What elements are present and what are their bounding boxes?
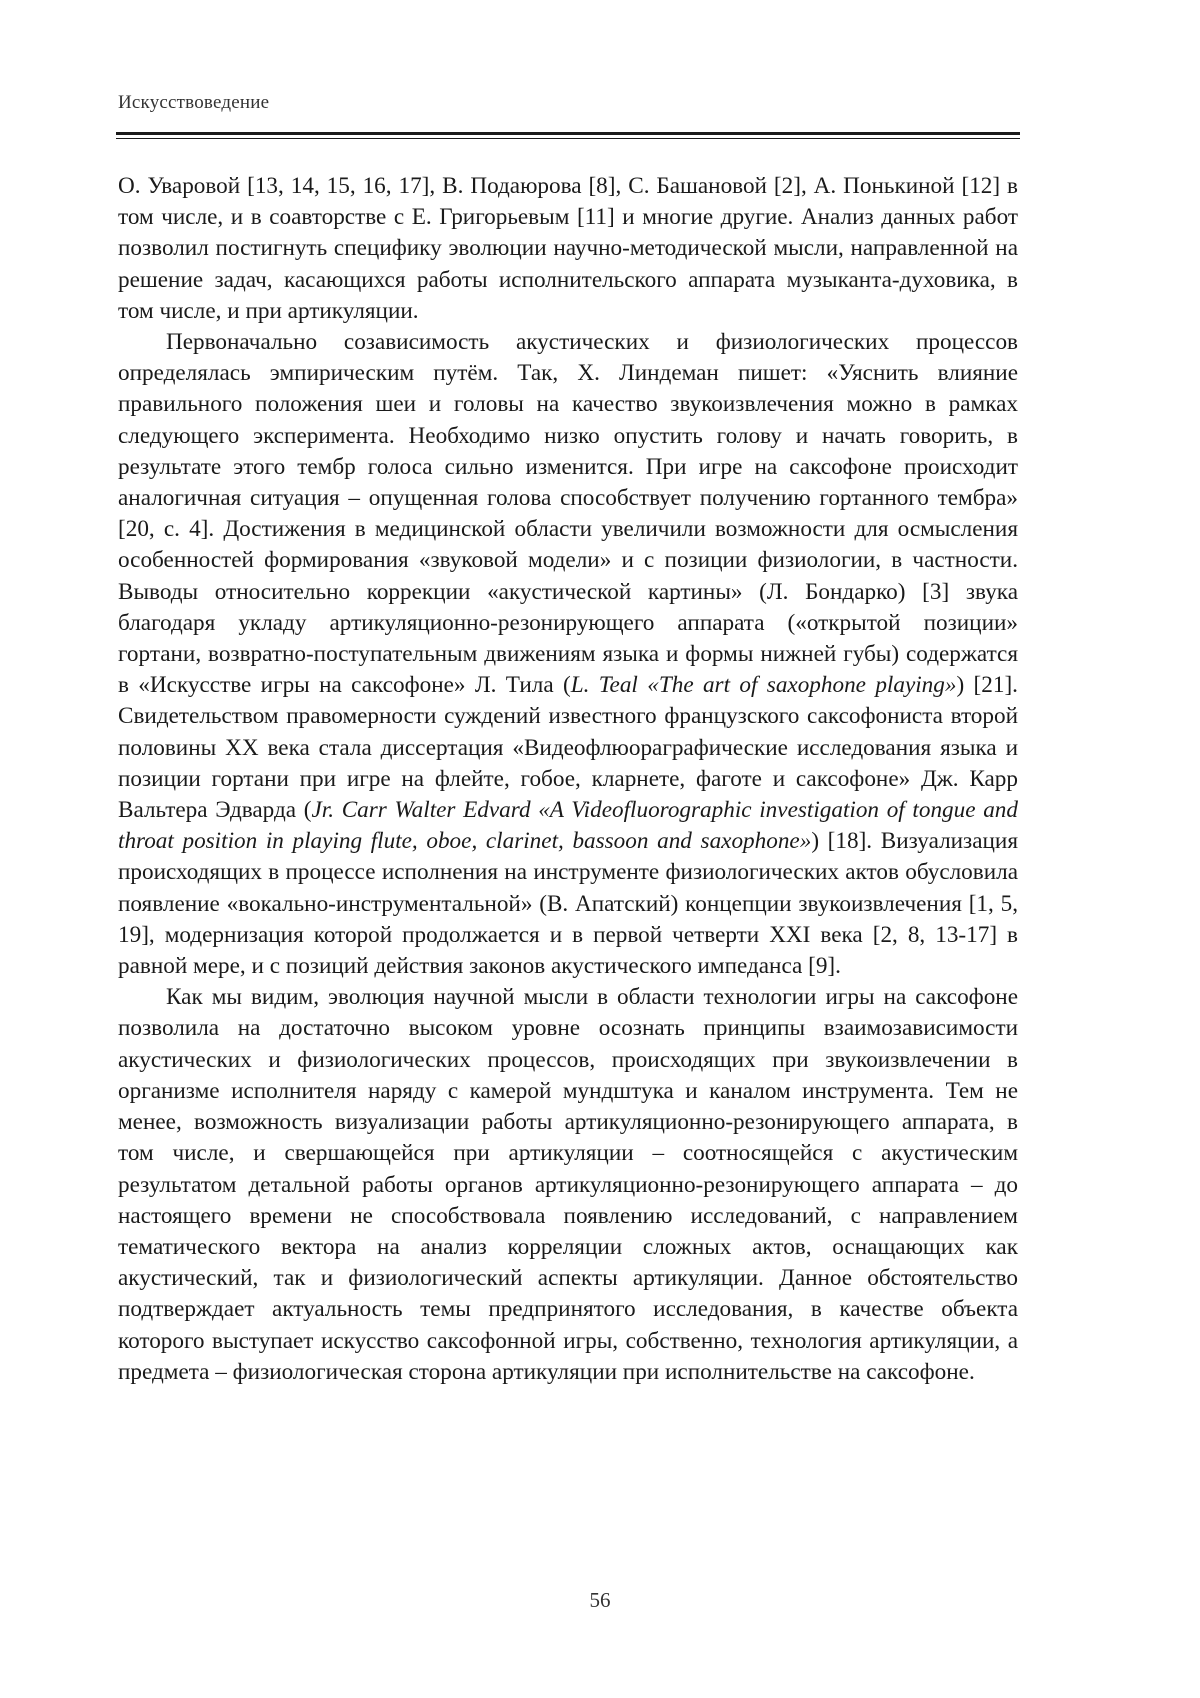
paragraph-continuation: О. Уваровой [13, 14, 15, 16, 17], В. Подаюрова [8], С. Башановой [2], А. Понькиной [12] в том числе, и в соавторстве с Е. Григорьевым [11] и многие другие. Анализ данных работ позволил постигнуть специфику эволюции научно-методической мысли, направленной на решение задач, касающихся работы исполнительского аппарата музыканта-духовика, в том числе, и при артикуляции.: [118, 173, 1018, 324]
paragraph-history-text-1: Первоначально созависимость акустических и физиологических процессов определялась эмпирическим путём. Так, Х. Линдеман пишет: «Уяснить влияние правильного положения шеи и головы на качество звукоизвлечения можно в рамках следующего эксперимента. Необходимо низко опустить голову и начать говорить, в результате этого тембр голоса сильно изменится. При игре на саксофоне происходит аналогичная ситуация – опущенная голова способствует получению гортанного тембра» [20, с. 4]. Достижения в медицинской области увеличили возможности для осмысления особенностей формирования «звуковой модели» и с позиции физиологии, в частности. Выводы относительно коррекции «акустической картины» (Л. Бондарко) [3] звука благодаря укладу артикуляционно-резонирующего аппарата («открытой позиции» гортани, возвратно-поступательным движениям языка и формы нижней губы) содержатся в «Искусстве игры на саксофоне» Л. Тила (: [118, 329, 1018, 699]
page-number: 56: [589, 1588, 611, 1612]
article-body: [118, 171, 1018, 1388]
paragraph-history: [118, 327, 1018, 982]
header-rule-thin: [116, 138, 1020, 139]
running-title: Искусствоведение: [118, 92, 270, 113]
header-rule-thick: [116, 132, 1020, 135]
paragraph-conclusion: Как мы видим, эволюция научной мысли в области технологии игры на саксофоне позволила на достаточно высоком уровне осознать принципы взаимозависимости акустических и физиологических процессов, происходящих при звукоизвлечении в организме исполнителя наряду с камерой мундштука и каналом инструмента. Тем не менее, возможность визуализации работы артикуляционно-резонирующего аппарата, в том числе, и свершающейся при артикуляции – соотносящейся с акустическим результатом детальной работы органов артикуляционно-резонирующего аппарата – до настоящего времени не способствовала появлению исследований, с направлением тематического вектора на анализ корреляции сложных актов, оснащающих как акустический, так и физиологический аспекты артикуляции. Данное обстоятельство подтверждает актуальность темы предпринятого исследования, в качестве объекта которого выступает искусство саксофонной игры, собственно, технология артикуляции, а предмета – физиологическая сторона артикуляции при исполнительстве на саксофоне.: [118, 984, 1018, 1385]
paragraph-history-text-3: ) [18]. Визуализация происходящих в процессе исполнения на инструменте физиологических актов обусловила появление «вокально-инструментальной» (В. Апатский) концепции звукоизвлечения [1, 5, 19], модернизация которой продолжается и в первой четверти XXI века [2, 8, 13-17] в равной мере, и с позиций действия законов акустического импеданса [9].: [118, 828, 1018, 980]
citation-teal: L. Teal «The art of saxophone playing»: [570, 672, 957, 699]
paragraph-history-text-2: ) [21]. Свидетельством правомерности суждений известного французского саксофониста второй половины XX века стала диссертация «Видеофлюораграфические исследования языка и позиции гортани при игре на флейте, гобое, кларнете, фаготе и саксофоне» Дж. Карр Вальтера Эдварда (: [118, 672, 1018, 824]
citation-carr: Jr. Carr Walter Edvard «A Videofluorographic investigation of tongue and throat position in playing flute, oboe, clarinet, bassoon and saxophone»: [118, 797, 1018, 855]
